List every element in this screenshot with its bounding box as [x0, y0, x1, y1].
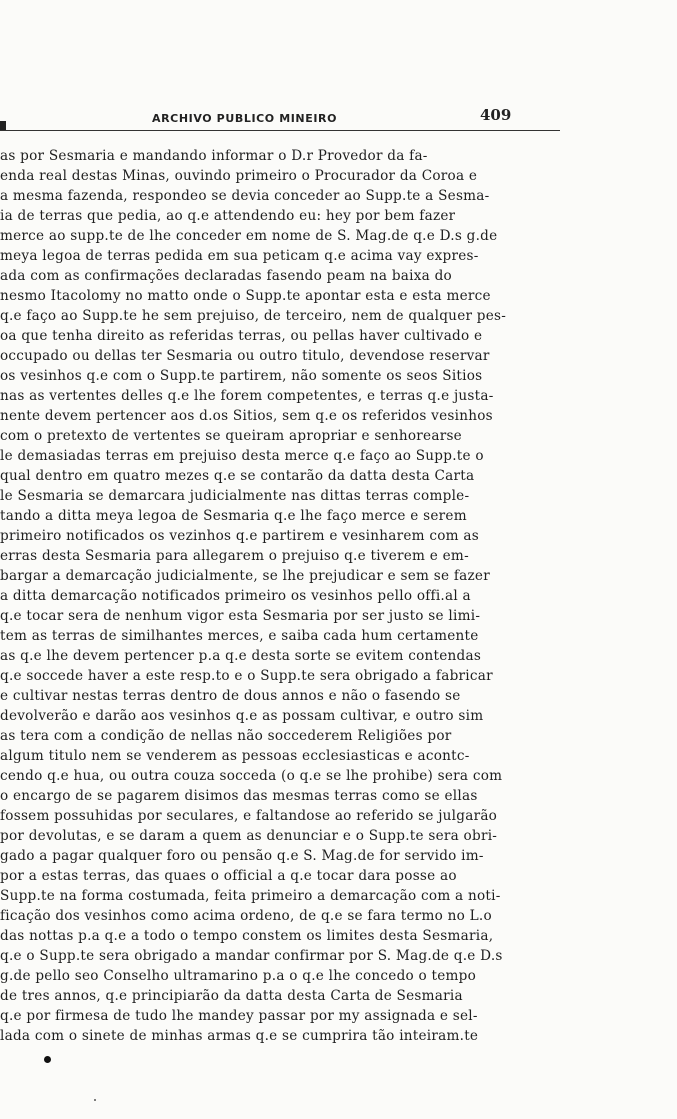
- text-line: nas as vertentes delles q.e lhe forem competentes, e terras q.e justa-: [0, 388, 494, 404]
- text-line: tando a ditta meya legoa de Sesmaria q.e lhe faço merce e serem: [0, 508, 467, 524]
- text-line: a ditta demarcação notificados primeiro os vesinhos pello offi.al a: [0, 588, 471, 604]
- text-line: bargar a demarcação judicialmente, se lhe prejudicar e sem se fazer: [0, 568, 490, 584]
- text-line: cendo q.e hua, ou outra couza socceda (o q.e se lhe prohibe) sera com: [0, 768, 503, 784]
- ink-dot: [44, 1056, 51, 1063]
- text-line: por devolutas, e se daram a quem as denunciar e o Supp.te sera obri-: [0, 828, 498, 844]
- text-line: ficação dos vesinhos como acima ordeno, de q.e se fara termo no L.o: [0, 908, 492, 924]
- text-line: ia de terras que pedia, ao q.e attendendo eu: hey por bem fazer: [0, 208, 456, 224]
- text-line: Supp.te na forma costumada, feita primeiro a demarcação com a noti-: [0, 888, 501, 904]
- text-line: primeiro notificados os vezinhos q.e partirem e vesinharem com as: [0, 528, 479, 544]
- text-line: q.e faço ao Supp.te he sem prejuiso, de terceiro, nem de qualquer pes-: [0, 308, 507, 324]
- text-line: as por Sesmaria e mandando informar o D.r Provedor da fa-: [0, 148, 428, 164]
- text-line: os vesinhos q.e com o Supp.te partirem, não somente os seos Sitios: [0, 368, 483, 384]
- text-line: meya legoa de terras pedida em sua peticam q.e acima vay expres-: [0, 248, 479, 264]
- edge-mark: [0, 121, 6, 130]
- header-rule: [0, 130, 560, 131]
- text-line: devolverão e darão aos vesinhos q.e as possam cultivar, e outro sim: [0, 708, 484, 724]
- page-number: 409: [480, 106, 512, 124]
- text-line: oa que tenha direito as referidas terras, ou pellas haver cultivado e: [0, 328, 483, 344]
- text-line: merce ao supp.te de lhe conceder em nome de S. Mag.de q.e D.s g.de: [0, 228, 498, 244]
- text-line: q.e por firmesa de tudo lhe mandey passar por my assignada e sel-: [0, 1008, 478, 1024]
- text-line: de tres annos, q.e principiarão da datta desta Carta de Sesmaria: [0, 988, 463, 1004]
- text-line: das nottas p.a q.e a todo o tempo constem os limites desta Sesmaria,: [0, 928, 494, 944]
- text-line: algum titulo nem se venderem as pessoas ecclesiasticas e acontc-: [0, 748, 470, 764]
- text-line: por a estas terras, das quaes o official a q.e tocar dara posse ao: [0, 868, 457, 884]
- text-line: o encargo de se pagarem disimos das mesmas terras como se ellas: [0, 788, 478, 804]
- text-line: g.de pello seo Conselho ultramarino p.a o q.e lhe concedo o tempo: [0, 968, 477, 984]
- text-line: as tera com a condição de nellas não soccederem Religiões por: [0, 728, 452, 744]
- text-line: le Sesmaria se demarcara judicialmente nas dittas terras comple-: [0, 488, 470, 504]
- text-line: nesmo Itacolomy no matto onde o Supp.te apontar esta e esta merce: [0, 288, 491, 304]
- text-line: erras desta Sesmaria para allegarem o prejuiso q.e tiverem e em-: [0, 548, 469, 564]
- text-line: q.e tocar sera de nenhum vigor esta Sesmaria por ser justo se limi-: [0, 608, 481, 624]
- text-line: gado a pagar qualquer foro ou pensão q.e S. Mag.de for servido im-: [0, 848, 484, 864]
- text-line: enda real destas Minas, ouvindo primeiro o Procurador da Coroa e: [0, 168, 478, 184]
- text-line: q.e o Supp.te sera obrigado a mandar confirmar por S. Mag.de q.e D.s: [0, 948, 503, 964]
- text-line: occupado ou dellas ter Sesmaria ou outro titulo, devendose reservar: [0, 348, 490, 364]
- text-line: q.e soccede haver a este resp.to e o Supp.te sera obrigado a fabricar: [0, 668, 493, 684]
- text-line: lada com o sinete de minhas armas q.e se cumprira tão inteiram.te: [0, 1028, 479, 1044]
- text-line: tem as terras de similhantes merces, e saiba cada hum certamente: [0, 628, 479, 644]
- header-title: ARCHIVO PUBLICO MINEIRO: [152, 112, 338, 125]
- text-line: nente devem pertencer aos d.os Sitios, sem q.e os referidos vesinhos: [0, 408, 493, 424]
- text-line: le demasiadas terras em prejuiso desta merce q.e faço ao Supp.te o: [0, 448, 484, 464]
- text-line: a mesma fazenda, respondeo se devia conceder ao Supp.te a Sesma-: [0, 188, 490, 204]
- text-line: as q.e lhe devem pertencer p.a q.e desta sorte se evitem contendas: [0, 648, 482, 664]
- text-line: e cultivar nestas terras dentro de dous annos e não o fasendo se: [0, 688, 461, 704]
- text-line: ada com as confirmações declaradas fasendo peam na baixa do: [0, 268, 452, 284]
- text-line: qual dentro em quatro mezes q.e se contarão da datta desta Carta: [0, 468, 475, 484]
- text-line: com o pretexto de vertentes se queiram apropriar e senhorearse: [0, 428, 462, 444]
- ink-speck: [94, 1099, 96, 1101]
- text-line: fossem possuhidas por seculares, e faltandose ao referido se julgarão: [0, 808, 498, 824]
